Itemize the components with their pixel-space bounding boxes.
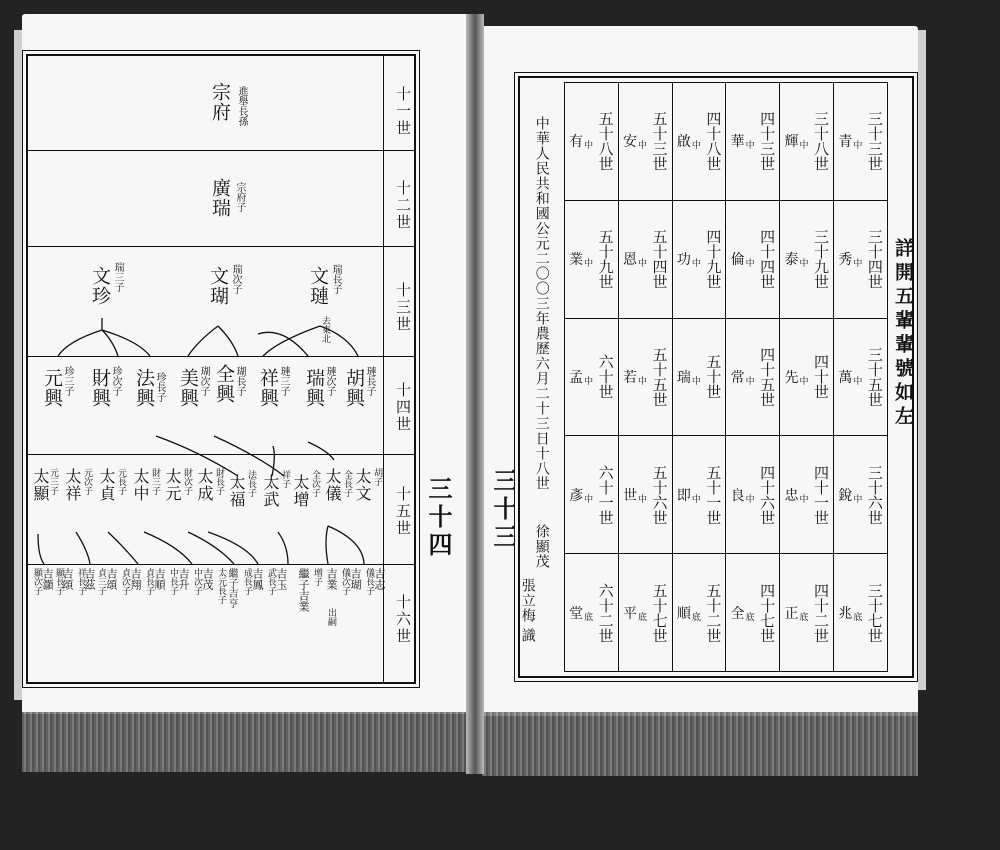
person-note: 中長子 [168,568,178,595]
generation-character: 彥 [569,487,584,504]
person-name: 吉茂 [201,568,214,590]
date-line: 中華人民共和國公元二〇〇三年農歷六月二十三日十八世 [533,116,550,491]
person-name: 胡興 [343,368,365,408]
person-name: 太成 [195,468,214,502]
person-name: 吉業 [325,568,338,590]
person-name: 吉升 [177,568,190,590]
tone-mark: 中 [853,376,863,387]
person-name: 吉志 [373,568,386,590]
generation-character: 青 [838,134,853,151]
person-note: 珍三子 [62,366,73,396]
generation-character: 業 [569,252,584,269]
person-note: 太元長子 [216,568,226,604]
person-name: 財興 [89,368,111,408]
table-cell [565,200,619,318]
person-note: 璉長子 [364,366,375,396]
person-note: 元次子 [82,468,92,495]
person-note: 瑞長子 [330,264,341,294]
right-page-number: 三十三 [489,468,518,552]
generation-character: 常 [730,369,745,386]
table-cell [834,554,888,672]
person-note: 貞長子 [144,568,154,595]
generation-character: 功 [676,252,691,269]
generation-character: 平 [622,605,637,622]
person-name: 吉順 [153,568,166,590]
person-note: 去東北 [320,316,330,343]
person-name: 太福 [227,474,246,508]
tone-mark: 中 [584,141,594,152]
table-cell [780,83,834,201]
genealogy-chart [26,54,416,684]
person-note: 瑚長子 [234,366,245,396]
table-cell [618,83,672,201]
table-cell [672,318,726,436]
person-name: 全興 [213,364,235,404]
tone-mark: 中 [853,494,863,505]
tone-mark: 中 [637,376,647,387]
generation-label: 十三世 [394,282,412,333]
person-note: 祥長子 [76,568,86,595]
person-note: 顯長子 [54,568,64,595]
generation-number: 三十五世 [865,346,884,407]
person-note: 祥子 [280,470,290,488]
generation-character: 恩 [622,252,637,269]
person-name: 吉灝 [41,568,54,590]
person-note: 元三子 [48,468,58,495]
generation-character: 孟 [569,369,584,386]
generation-character: 正 [784,605,799,622]
table-cell [565,554,619,672]
generation-number: 四十六世 [758,464,777,525]
person-name: 繼子吉業 [297,568,310,612]
generation-character: 瑞 [676,369,691,386]
person-name: 美興 [177,368,199,408]
tone-mark: 中 [691,494,701,505]
person-note: 顯次子 [32,568,42,595]
tone-mark: 中 [745,494,755,505]
generation-number: 五十一世 [704,464,723,525]
table-cell [726,554,780,672]
person-name: 吉瑚 [349,568,362,590]
table-cell [780,200,834,318]
person-name: 吉玉 [275,568,288,590]
table-cell [726,436,780,554]
person-name: 法興 [133,368,155,408]
generation-number: 三十三世 [865,111,884,172]
person-name: 太增 [291,474,310,508]
table-cell [834,83,888,201]
generation-character: 泰 [784,252,799,269]
generation-number: 六十二世 [596,582,615,643]
generation-number: 四十八世 [704,111,723,172]
book-gutter [466,14,484,774]
generation-label: 十六世 [394,594,412,645]
person-note: 財長子 [214,468,224,495]
person-note: 全次子 [310,470,320,497]
table-cell [618,200,672,318]
generation-number: 四十五世 [758,346,777,407]
generation-number: 三十四世 [865,229,884,290]
generation-number: 四十四世 [758,229,777,290]
person-note: 璉次子 [324,366,335,396]
generation-label: 十五世 [394,486,412,537]
person-name: 吉翔 [129,568,142,590]
table-cell [565,436,619,554]
generation-number: 四十二世 [811,582,830,643]
author-name-2: 張立梅 [519,578,536,623]
person-name: 太儀 [323,468,342,502]
table-cell [672,200,726,318]
table-cell [834,200,888,318]
tone-mark: 中 [637,141,647,152]
person-note: 貞三子 [96,568,106,595]
generation-label: 十四世 [394,382,412,433]
table-cell [780,436,834,554]
generation-number: 四十一世 [811,464,830,525]
generation-character: 輝 [784,134,799,151]
person-name: 文瑚 [207,266,229,306]
person-name: 繼子吉亨 [226,568,237,608]
tone-mark: 中 [853,141,863,152]
table-cell [672,436,726,554]
generation-character: 堂 [569,605,584,622]
tone-mark: 中 [799,259,809,270]
tone-mark: 中 [799,494,809,505]
generation-number: 五十九世 [596,229,615,290]
table-cell [618,436,672,554]
table-cell [834,436,888,554]
person-name: 吉頌 [61,568,74,590]
table-title: 詳開五輩輩號如左 [892,238,914,430]
generation-character: 倫 [730,252,745,269]
person-name: 吉茲 [83,568,96,590]
generation-number: 六十世 [596,354,615,400]
tone-mark: 底 [691,612,701,623]
generation-names-table-frame [518,76,914,678]
person-name: 太文 [353,468,372,502]
person-name: 祥興 [257,368,279,408]
table-cell [672,83,726,201]
generation-number: 四十世 [811,354,830,400]
tone-mark: 底 [584,612,594,623]
generation-character: 有 [569,134,584,151]
tone-mark: 中 [691,259,701,270]
tone-mark: 中 [691,141,701,152]
generation-number: 三十八世 [811,111,830,172]
generation-number: 五十五世 [650,346,669,407]
generation-number: 五十四世 [650,229,669,290]
person-note: 儀次子 [340,568,350,595]
person-name: 瑞興 [303,368,325,408]
table-cell [565,318,619,436]
person-note: 貞次子 [120,568,130,595]
left-page-number: 三十四 [424,476,453,560]
person-name: 文璉 [307,266,329,306]
generation-character: 兆 [838,605,853,622]
tone-mark: 中 [745,141,755,152]
tone-mark: 底 [799,612,809,623]
person-note: 璉三子 [278,366,289,396]
person-note: 增子 [312,568,322,586]
person-note: 瑚次子 [198,366,209,396]
generation-label: 十一世 [394,86,412,137]
generation-number: 四十九世 [704,229,723,290]
generation-number: 五十八世 [596,111,615,172]
generation-names-table [564,82,888,672]
tone-mark: 中 [637,259,647,270]
person-note: 瑞三子 [112,262,123,292]
tone-mark: 中 [799,141,809,152]
generation-character: 先 [784,369,799,386]
generation-number: 五十六世 [650,464,669,525]
person-name: 元興 [41,368,63,408]
person-note: 瑞次子 [230,264,241,294]
tone-mark: 中 [637,494,647,505]
person-note: 元長子 [116,468,126,495]
person-note: 珍長子 [154,372,165,402]
generation-number: 五十世 [704,354,723,400]
tone-mark: 中 [584,376,594,387]
generation-character: 銳 [838,487,853,504]
person-note: 出嗣 [326,608,336,626]
person-note: 成長子 [242,568,252,595]
person-note: 全長子 [342,470,352,497]
generation-character: 若 [622,369,637,386]
person-name: 文珍 [89,266,111,306]
person-name: 太顯 [31,468,50,502]
person-name: 吉頌 [105,568,118,590]
left-page-bottom-scan [22,712,470,772]
person-name: 太武 [261,474,280,508]
person-note: 財三子 [150,468,160,495]
person-name: 太元 [163,468,182,502]
generation-number: 四十七世 [758,582,777,643]
person-name: 太祥 [63,468,82,502]
generation-character: 即 [676,487,691,504]
generation-number: 三十六世 [865,464,884,525]
person-note: 武長子 [266,568,276,595]
generation-character: 萬 [838,369,853,386]
table-cell [726,318,780,436]
generation-label: 十二世 [394,180,412,231]
tone-mark: 中 [853,259,863,270]
person-note: 進舉長孫 [236,86,247,126]
tone-mark: 中 [745,376,755,387]
lineage-connectors [28,56,388,686]
tone-mark: 中 [584,494,594,505]
tone-mark: 中 [799,376,809,387]
tone-mark: 中 [745,259,755,270]
person-name: 吉鳳 [251,568,264,590]
table-cell [726,83,780,201]
table-cell [726,200,780,318]
person-note: 儀長子 [364,568,374,595]
table-cell [565,83,619,201]
table-cell [672,554,726,672]
table-cell [834,318,888,436]
tone-mark: 底 [853,612,863,623]
person-name: 廣瑞 [209,178,231,218]
generation-character: 良 [730,487,745,504]
generation-character: 啟 [676,134,691,151]
generation-character: 順 [676,605,691,622]
person-name: 太中 [131,468,150,502]
tone-mark: 底 [637,612,647,623]
table-cell [780,554,834,672]
author-suffix: 識 [519,628,536,643]
person-note: 胡子 [372,468,382,486]
table-cell [618,318,672,436]
generation-number: 四十三世 [758,111,777,172]
person-note: 法長子 [246,470,256,497]
generation-character: 世 [622,487,637,504]
generation-number: 三十九世 [811,229,830,290]
table-cell [618,554,672,672]
generation-number: 五十二世 [704,582,723,643]
person-note: 珍次子 [110,366,121,396]
person-note: 中次子 [192,568,202,595]
generation-number: 五十七世 [650,582,669,643]
generation-number: 六十一世 [596,464,615,525]
tone-mark: 底 [745,612,755,623]
generation-character: 華 [730,134,745,151]
person-name: 太貞 [97,468,116,502]
generation-character: 全 [730,605,745,622]
person-note: 宗府子 [234,182,245,212]
author-name-1: 徐顯茂 [533,524,550,569]
generation-number: 五十三世 [650,111,669,172]
table-cell [780,318,834,436]
tone-mark: 中 [691,376,701,387]
generation-character: 秀 [838,252,853,269]
right-page-bottom-scan [482,712,918,776]
person-note: 財次子 [182,468,192,495]
generation-character: 忠 [784,487,799,504]
tone-mark: 中 [584,259,594,270]
person-name: 宗府 [209,82,231,122]
generation-number: 三十七世 [865,582,884,643]
generation-character: 安 [622,134,637,151]
